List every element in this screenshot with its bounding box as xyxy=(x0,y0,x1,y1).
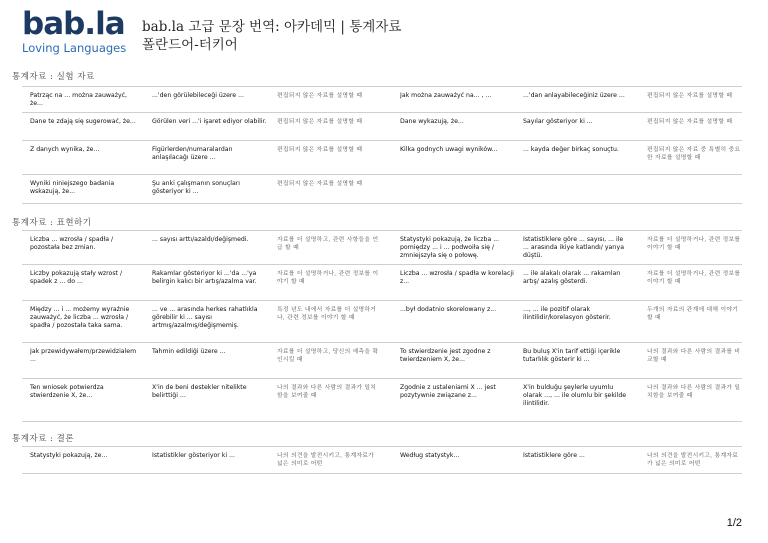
target-phrase: Sayılar gösteriyor ki ... xyxy=(523,118,593,125)
source-phrase: Kilka godnych uwagi wyników... xyxy=(400,146,498,153)
source-phrase: Zgodnie z ustaleniami X ... jest pozytywnie związane z... xyxy=(400,384,496,399)
page-number: 1/2 xyxy=(726,517,742,529)
babla-logo[interactable] xyxy=(22,8,132,58)
target-phrase: ...'dan anlayabileceğiniz üzere ... xyxy=(523,92,625,99)
source-phrase: Liczba ... wzrosła / spadła w korelacji z... xyxy=(400,270,514,285)
table-row xyxy=(22,140,742,174)
source-phrase: Patrząc na ... można zauważyć, że... xyxy=(30,92,128,107)
table-row xyxy=(22,378,742,422)
usage-note: 자료를 더 설명하고, 당신의 예측을 확인시킬 때 xyxy=(277,349,379,363)
usage-note: 편집되지 않은 자료를 설명할 때 xyxy=(277,181,363,187)
target-phrase: ... sayısı arttı/azaldı/değişmedi. xyxy=(152,236,249,243)
usage-note: 편집되지 않은 자료를 설명할 때 xyxy=(647,93,733,99)
usage-note: 나의 의견을 발전시키고, 통계자료가 넓은 의미로 어떤 xyxy=(647,453,739,467)
target-phrase: Figürlerden/numaralardan anlaşılacağı üzere ... xyxy=(152,146,233,161)
target-phrase: Görülen veri ...'i işaret ediyor olabilir. xyxy=(152,118,267,125)
usage-note: 자료를 더 설명하거나, 관련 정보를 이야기 할 때 xyxy=(277,271,379,285)
usage-note: 특정 년도 내에서 자료를 더 설명하거나, 관련 정보를 이야기 할 때 xyxy=(277,307,377,321)
usage-note: 두개의 자료의 관계에 대해 이야기 할 때 xyxy=(647,307,739,321)
title-line-2: 폴란드어-터키어 xyxy=(142,37,238,53)
usage-note: 편집되지 않은 자료를 설명할 때 xyxy=(277,147,363,153)
title-line-1: bab.la 고급 문장 번역: 아카데믹 | 통계자료 xyxy=(142,19,402,35)
source-phrase: To stwierdzenie jest zgodne z twierdzeniem X, że... xyxy=(400,348,491,363)
section-heading: 통계자료 : 표현하기 xyxy=(12,218,92,228)
source-phrase: Jak przewidywałem/przewidzialem ... xyxy=(30,348,137,363)
target-phrase: ... kayda değer birkaç sonuçtu. xyxy=(523,146,619,153)
table-row xyxy=(22,230,742,264)
target-phrase: İstatistikler gösteriyor ki ... xyxy=(152,452,235,459)
usage-note: 편집되지 않은 자료를 설명할 때 xyxy=(277,119,363,125)
usage-note: 나의 결과와 다른 사람의 결과가 일치함을 보여줄 때 xyxy=(277,385,377,399)
target-phrase: İstatistiklere göre ... xyxy=(523,452,585,459)
usage-note: 자료를 더 설명하거나, 관련 정보를 이야기 할 때 xyxy=(647,237,741,251)
usage-note: 편집되지 않은 자료 중 특별히 중요한 자료를 설명할 때 xyxy=(647,147,741,161)
target-phrase: ... ve ... arasında herkes rahatlıkla görebilir ki ... sayısı artmış/azalmış/değişmemiş. xyxy=(152,306,258,329)
source-phrase: Statystyki pokazują, że liczba ... pomiędzy ... i ... podwoiła się / zmniejszyła się o połowę. xyxy=(400,236,500,259)
target-phrase: ... ile alakalı olarak ... rakamları artış/ azalış gösterdi. xyxy=(523,270,621,285)
page-header xyxy=(22,6,752,58)
source-phrase: Liczby pokazują stały wzrost / spadek z ... do ... xyxy=(30,270,123,285)
target-phrase: ...'den görülebileceği üzere ... xyxy=(152,92,244,99)
table-row xyxy=(22,112,742,140)
document-title xyxy=(142,18,401,54)
usage-note: 나의 결과와 다른 사람의 결과가 일치함을 보여줄 때 xyxy=(647,385,741,399)
phrase-table xyxy=(22,446,742,474)
target-phrase: Tahmin edildiği üzere ... xyxy=(152,348,226,355)
source-phrase: Z danych wynika, że... xyxy=(30,146,100,153)
target-phrase: Şu anki çalışmanın sonuçları gösteriyor ki ... xyxy=(152,180,241,195)
target-phrase: ..., ... ile pozitif olarak ilintilidir/korelasyon gösterir. xyxy=(523,306,611,321)
section-heading: 통계자료 : 결론 xyxy=(12,434,75,444)
table-row xyxy=(22,174,742,204)
logo-text: bab.la xyxy=(22,6,125,42)
usage-note: 나의 결과와 다른 사람의 결과를 비교할 때 xyxy=(647,349,741,363)
source-phrase: Ten wniosek potwierdza stwierdzenie X, że... xyxy=(30,384,104,399)
section-heading: 통계자료 : 실험 자료 xyxy=(12,72,95,82)
source-phrase: Według statystyk... xyxy=(400,452,460,459)
source-phrase: Między ... i ... możemy wyraźnie zauważyć, że liczba ... wzrosła / spadła / pozostała taka sama. xyxy=(30,306,130,329)
source-phrase: Jak można zauważyć na... , ... xyxy=(400,92,492,99)
usage-note: 나의 의견을 발전시키고, 통계자료가 넓은 의미로 어떤 xyxy=(277,453,375,467)
target-phrase: İstatistiklere göre ... sayısı, ... ile ... arasında ikiye katlandı/ yarıya düştü. xyxy=(523,236,624,259)
usage-note: 자료를 더 설명하거나, 관련 정보를 이야기 할 때 xyxy=(647,271,741,285)
table-row xyxy=(22,342,742,378)
target-phrase: X'in de beni destekler nitelikte belirttiği ... xyxy=(152,384,247,399)
source-phrase: Wyniki niniejszego badania wskazują, że... xyxy=(30,180,115,195)
source-phrase: Statystyki pokazują, że... xyxy=(30,452,108,459)
table-row xyxy=(22,446,742,474)
phrase-table xyxy=(22,230,742,422)
phrase-table xyxy=(22,86,742,204)
source-phrase: Dane te zdają się sugerować, że... xyxy=(30,118,136,125)
table-row xyxy=(22,264,742,300)
target-phrase: Rakamlar gösteriyor ki ...'da ...'ya belirgin kalıcı bir artış/azalma var. xyxy=(152,270,257,285)
source-phrase: ...był dodatnio skorelowany z... xyxy=(400,306,497,313)
table-row xyxy=(22,300,742,342)
target-phrase: X'in bulduğu şeylerle uyumlu olarak ..., ... ile olumlu bir şekilde ilintilidir. xyxy=(523,384,627,407)
usage-note: 편집되지 않은 자료를 설명할 때 xyxy=(277,93,363,99)
target-phrase: Bu buluş X'in tarif ettiği içerikle tutarlılık gösterir ki ... xyxy=(523,348,621,363)
usage-note: 편집되지 않은 자료를 설명할 때 xyxy=(647,119,733,125)
table-row xyxy=(22,86,742,112)
usage-note: 자료를 더 설명하고, 관련 사항들을 언급 할 때 xyxy=(277,237,379,251)
source-phrase: Dane wykazują, że... xyxy=(400,118,464,125)
source-phrase: Liczba ... wzrosła / spadła / pozostała bez zmian. xyxy=(30,236,114,251)
logo-tagline: Loving Languages xyxy=(22,41,127,55)
